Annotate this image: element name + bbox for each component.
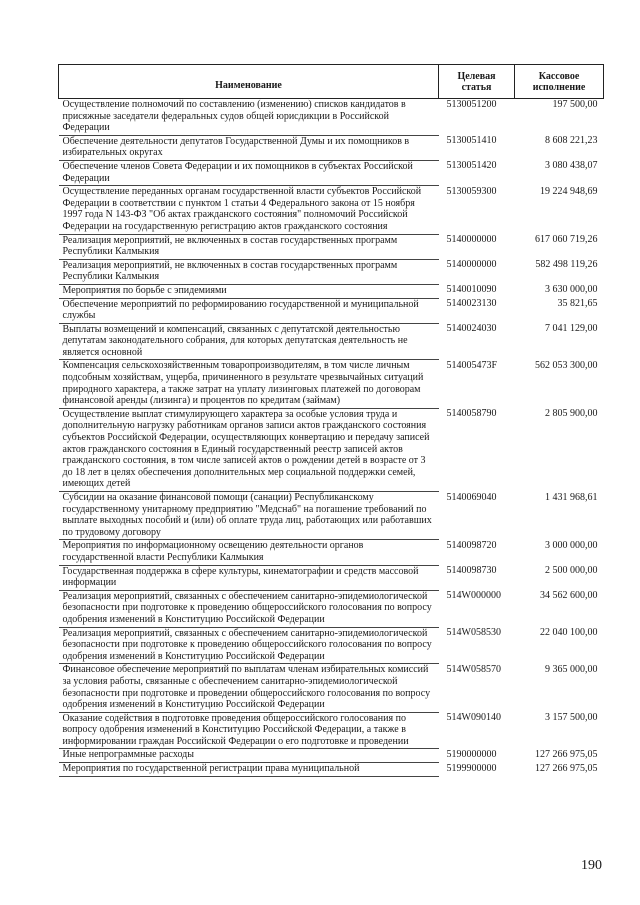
- table-row: [59, 712, 604, 749]
- row-code-cell: 514005473F: [446, 359, 498, 371]
- table-row: [59, 590, 604, 627]
- row-amount-cell: 22 040 100,00: [540, 627, 598, 639]
- row-amount-cell: 3 080 438,07: [545, 160, 598, 172]
- row-amount-cell: 34 562 600,00: [540, 590, 598, 602]
- table-row: [59, 408, 604, 491]
- row-amount-cell: 3 000 000,00: [545, 539, 598, 551]
- row-name-cell: Обеспечение деятельности депутатов Государственной Думы и их помощников в избирательных округах: [59, 135, 439, 160]
- row-name-cell: Мероприятия по информационному освещению деятельности органов государственной власти Республики Калмыкия: [59, 540, 439, 565]
- row-amount-cell: 19 224 948,69: [540, 185, 598, 197]
- row-amount-cell: 617 060 719,26: [535, 234, 598, 246]
- header-name-label: Наименование: [215, 79, 282, 91]
- row-amount-cell: 2 805 900,00: [545, 408, 598, 420]
- table-row: [59, 360, 604, 408]
- row-code-cell: 5130051420: [446, 160, 497, 172]
- row-code-cell: 5140000000: [446, 234, 497, 246]
- row-code-cell: 5140023130: [446, 298, 497, 309]
- row-code-cell: 5140024030: [446, 323, 497, 335]
- table-row: [59, 627, 604, 664]
- table-row: [59, 664, 604, 712]
- header-amount-line1: Кассовое: [538, 70, 580, 82]
- table-row: [59, 135, 604, 160]
- row-code-cell: 5140000000: [446, 259, 497, 271]
- row-code-cell: 5199900000: [446, 762, 497, 774]
- row-name-cell: Реализация мероприятий, связанных с обеспечением санитарно-эпидемиологической безопасности при подготовке к проведению общероссийского голосования по вопросу одобрения изменений в Конституцию Российской Федерации: [59, 627, 439, 664]
- row-name-cell: Мероприятия по борьбе с эпидемиями: [59, 284, 439, 298]
- row-code-cell: 5140010090: [446, 284, 497, 296]
- row-name-cell: Компенсация сельскохозяйственным товаропроизводителям, в том числе личным подсобным хозяйствам, ущерба, причиненного в результате чрезвычайных ситуаций природного характера, а также затрат на уплату лизинговых платежей по договорам финансовой аренды (лизинга) и процентов по кредитам (займам): [59, 360, 439, 408]
- header-amount: [515, 65, 604, 99]
- row-code-cell: 5130059300: [446, 185, 497, 197]
- row-amount-cell: 35 821,65: [557, 298, 598, 309]
- row-code-cell: 514W090140: [446, 712, 501, 724]
- table-row: [59, 99, 604, 136]
- row-name-cell: Осуществление выплат стимулирующего характера за особые условия труда и дополнительную нагрузку работникам органов записи актов гражданского состояния субъектов Российской Федерации, осуществляющих конвертацию и передачу записей актов гражданского состояния в Единый государственный реестр записей актов гражданского состояния, в том числе записей актов о рождении детей в возрасте от 3 до 18 лет в целях обеспечения дополнительных мер социальной поддержки семей, имеющих детей: [59, 408, 439, 491]
- header-code-line1: Целевая: [457, 70, 496, 82]
- row-code-cell: 514W000000: [446, 590, 501, 602]
- row-name-cell: Финансовое обеспечение мероприятий по выплатам членам избирательных комиссий за условия работы, связанные с обеспечением санитарно-эпидемиологической безопасности при подготовке и проведении общероссийского голосования по вопросу одобрения изменений в Конституцию Российской Федерации: [59, 664, 439, 712]
- row-name-cell: Обеспечение членов Совета Федерации и их помощников в субъектах Российской Федерации: [59, 160, 439, 185]
- row-code-cell: 5140058790: [446, 408, 497, 420]
- row-amount-cell: 582 498 119,26: [535, 259, 598, 271]
- row-amount-cell: 3 157 500,00: [545, 712, 598, 724]
- row-name-cell: Субсидии на оказание финансовой помощи (санации) Республиканскому государственному унитарному предприятию "Медснаб" на погашение требований по выплате выходных пособий и (или) об оплате труда лиц, работающих или работавших по трудовому договору: [59, 492, 439, 540]
- row-name-cell: Оказание содействия в подготовке проведения общероссийского голосования по вопросу одобрения изменений в Конституцию Российской Федерации, а также в информировании граждан Российской Федерации о его подготовке и проведении: [59, 712, 439, 749]
- budget-execution-table: [58, 64, 604, 777]
- header-code-line2: статья: [461, 81, 492, 93]
- table-row: [59, 160, 604, 185]
- row-code-cell: 5140069040: [446, 491, 497, 503]
- header-amount-line2: исполнение: [532, 81, 586, 93]
- table-row: [59, 565, 604, 590]
- header-name: [59, 65, 439, 99]
- row-code-cell: 5130051200: [446, 99, 497, 110]
- header-code: [439, 65, 515, 99]
- page-number: 190: [581, 858, 602, 873]
- row-name-cell: Реализация мероприятий, не включенных в состав государственных программ Республики Калмыкия: [59, 259, 439, 284]
- table-row: [59, 298, 604, 323]
- table-row: [59, 763, 604, 777]
- row-amount-cell: 562 053 300,00: [535, 359, 598, 371]
- table-row: [59, 323, 604, 360]
- row-amount-cell: 3 630 000,00: [545, 284, 598, 296]
- row-amount-cell: 127 266 975,05: [535, 748, 598, 760]
- row-name-cell: Мероприятия по государственной регистрации права муниципальной: [59, 763, 439, 777]
- row-amount-cell: 9 365 000,00: [545, 663, 598, 675]
- row-name-cell: Реализация мероприятий, связанных с обеспечением санитарно-эпидемиологической безопасности при подготовке к проведению общероссийского голосования по вопросу одобрения изменений в Конституцию Российской Федерации: [59, 590, 439, 627]
- table-row: [59, 540, 604, 565]
- row-amount-cell: 2 500 000,00: [545, 565, 598, 577]
- row-amount-cell: 127 266 975,05: [535, 762, 598, 774]
- row-name-cell: Выплаты возмещений и компенсаций, связанных с депутатской деятельностью депутатам законодательного собрания, для которых депутатская деятельность не является основной: [59, 323, 439, 360]
- row-name-cell: Государственная поддержка в сфере культуры, кинематографии и средств массовой информации: [59, 565, 439, 590]
- row-code-cell: 514W058530: [446, 627, 501, 639]
- table-row: [59, 284, 604, 298]
- row-code-cell: 5130051410: [446, 135, 497, 147]
- row-code-cell: 5190000000: [446, 748, 497, 760]
- row-code-cell: 514W058570: [446, 663, 501, 675]
- table-row: [59, 259, 604, 284]
- table-body: [59, 99, 604, 777]
- row-name-cell: Реализация мероприятий, не включенных в состав государственных программ Республики Калмыкия: [59, 234, 439, 259]
- table-row: [59, 749, 604, 763]
- table-row: [59, 234, 604, 259]
- table-row: [59, 492, 604, 540]
- row-amount-cell: 7 041 129,00: [545, 323, 598, 335]
- table-row: [59, 186, 604, 234]
- row-name-cell: Иные непрограммные расходы: [59, 749, 439, 763]
- row-code-cell: 5140098720: [446, 539, 497, 551]
- table-header: [59, 65, 604, 99]
- row-amount-cell: 8 608 221,23: [545, 135, 598, 147]
- row-code-cell: 5140098730: [446, 565, 497, 577]
- row-name-cell: Обеспечение мероприятий по реформированию государственной и муниципальной службы: [59, 298, 439, 323]
- row-amount-cell: 1 431 968,61: [545, 491, 598, 503]
- row-name-cell: Осуществление полномочий по составлению (изменению) списков кандидатов в присяжные заседатели федеральных судов общей юрисдикции в Российской Федерации: [59, 99, 439, 136]
- row-name-cell: Осуществление переданных органам государственной власти субъектов Российской Федерации в соответствии с пунктом 1 статьи 4 Федерального закона от 15 ноября 1997 года N 143-ФЗ "Об актах гражданского состояния" полномочий Российской Федерации на государственную регистрацию актов гражданского состояния: [59, 186, 439, 234]
- row-amount-cell: 197 500,00: [552, 99, 598, 110]
